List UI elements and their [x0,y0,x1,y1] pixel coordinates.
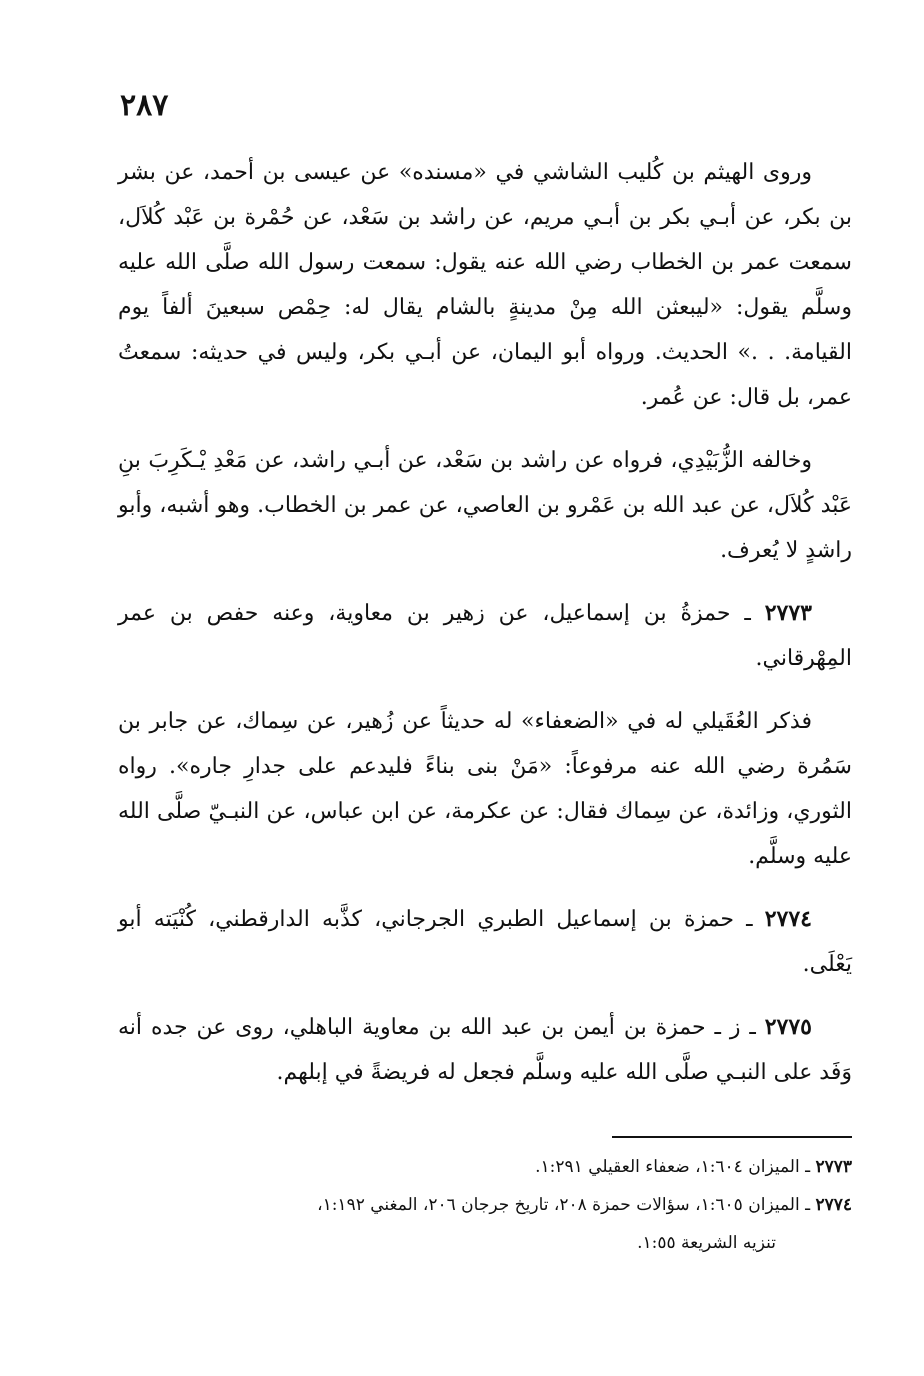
footnote-divider [612,1136,852,1138]
footnote-text: ـ الميزان ١:٦٠٤، ضعفاء العقيلي ١:٢٩١. [535,1157,816,1177]
main-text [118,150,852,1113]
entry-2773 [118,591,852,681]
entry-text: ـ حمزةُ بن إسماعيل، عن زهير بن معاوية، وعنه حفص بن عمر المِهْرقاني. [118,601,852,671]
paragraph-text: وخالفه الزُّبَيْدِي، فرواه عن راشد بن سَعْد، عن أبـي راشد، عن مَعْدِ يْـكَرِبَ بنِ عَبْد كُلاَل، عن عبد الله بن عَمْرو بن العاصي، عن عمر بن الخطاب. وهو أشبه، وأبو راشدٍ لا يُعرف. [118,448,852,563]
entry-text: ـ حمزة بن إسماعيل الطبري الجرجاني، كذَّبه الدارقطني، كُنْيَته أبو يَعْلَى. [118,907,852,977]
entry-2774 [118,897,852,987]
footnote-2774 [118,1186,852,1224]
entry-number: ٢٧٧٣ [764,600,812,626]
paragraph-text: وروى الهيثم بن كُليب الشاشي في «مسنده» عن عيسى بن أحمد، عن بشر بن بكر، عن أبـي بكر بن أبـي مريم، عن راشد بن سَعْد، عن حُمْرة بن عَبْد كُلاَل، سمعت عمر بن الخطاب رضي الله عنه يقول: سمعت رسول الله صلَّى الله عليه وسلَّم يقول: «ليبعثن الله مِنْ مدينةٍ بالشام يقال له: حِمْص سبعينَ ألفاً يوم القيامة. . .» الحديث. ورواه أبو اليمان، عن أبـي بكر، وليس في حديثه: سمعتُ عمر، بل قال: عن عُمر. [118,160,852,410]
footnote-2774-continuation [118,1224,852,1262]
paragraph-narration [118,150,852,420]
entry-number: ٢٧٧٤ [764,906,812,932]
paragraph-text: فذكر العُقَيلي له في «الضعفاء» له حديثاً عن زُهير، عن سِماك، عن جابر بن سَمُرة رضي الله عنه مرفوعاً: «مَنْ بنى بناءً فليدعم على جدارِ جاره». رواه الثوري، وزائدة، عن سِماك فقال: عن عكرمة، عن ابن عباس، عن النبـيّ صلَّى الله عليه وسلَّم. [118,709,852,869]
footnote-text: ـ الميزان ١:٦٠٥، سؤالات حمزة ٢٠٨، تاريخ جرجان ٢٠٦، المغني ١:١٩٢، [317,1195,816,1215]
paragraph-uqaili [118,699,852,879]
footnote-2773 [118,1148,852,1186]
footnote-number: ٢٧٧٤ [815,1195,852,1215]
paragraph-contradiction [118,438,852,573]
footnote-text: تنزيه الشريعة ١:٥٥. [637,1233,776,1253]
footnote-number: ٢٧٧٣ [815,1157,852,1177]
entry-text: ـ ز ـ حمزة بن أيمن بن عبد الله بن معاوية الباهلي، روى عن جده أنه وَفَد على النبـي صلَّى الله عليه وسلَّم فجعل له فريضةً في إبلهم. [118,1015,852,1085]
entry-2775 [118,1005,852,1095]
page-number: ٢٨٧ [120,88,169,123]
entry-number: ٢٧٧٥ [764,1014,812,1040]
footnotes [118,1148,852,1262]
